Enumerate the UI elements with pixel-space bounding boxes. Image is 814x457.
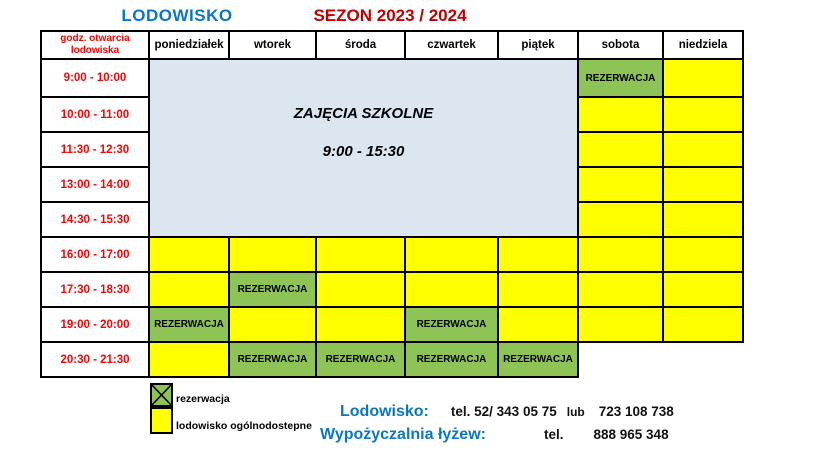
schedule-row <box>41 342 743 377</box>
open-cell <box>663 132 743 167</box>
school-block-title: ZAJĘCIA SZKOLNE <box>293 104 434 122</box>
school-block-cell <box>149 59 578 237</box>
reserved-cell: REZERWACJA <box>229 342 316 377</box>
contact-rental-tel-label: tel. <box>543 427 564 442</box>
time-cell: 14:30 - 15:30 <box>41 202 149 237</box>
day-header: czwartek <box>405 31 498 59</box>
schedule-row <box>41 272 743 307</box>
open-cell <box>498 307 578 342</box>
page-title: LODOWISKO <box>121 6 233 25</box>
open-cell <box>578 237 663 272</box>
time-cell: 11:30 - 12:30 <box>41 132 149 167</box>
open-cell <box>578 167 663 202</box>
reserved-cell: REZERWACJA <box>229 272 316 307</box>
time-cell: 10:00 - 11:00 <box>41 97 149 132</box>
contact-rink-phone2: 723 108 738 <box>598 404 674 419</box>
open-cell <box>149 237 229 272</box>
open-cell <box>229 307 316 342</box>
schedule-head <box>41 31 743 59</box>
open-cell <box>405 272 498 307</box>
open-cell <box>149 342 229 377</box>
school-block-hours: 9:00 - 15:30 <box>322 142 405 160</box>
time-cell: 9:00 - 10:00 <box>41 59 149 97</box>
open-cell <box>405 237 498 272</box>
legend-label-open: lodowisko ogólnodostepne <box>176 420 312 432</box>
open-cell <box>578 132 663 167</box>
empty-cell <box>578 342 663 377</box>
open-cell <box>316 307 405 342</box>
day-header: środa <box>316 31 405 59</box>
open-cell <box>149 272 229 307</box>
reserved-cell: REZERWACJA <box>149 307 229 342</box>
contact-rink-phone1: tel. 52/ 343 05 75 <box>450 404 557 419</box>
schedule-table <box>40 30 744 378</box>
contact-rental <box>320 426 669 444</box>
open-cell <box>316 272 405 307</box>
contact-rink-label: Lodowisko: <box>340 403 429 420</box>
empty-cell <box>663 342 743 377</box>
schedule-row <box>41 59 743 97</box>
day-header: niedziela <box>663 31 743 59</box>
schedule-body <box>41 59 743 377</box>
open-cell <box>663 237 743 272</box>
reserved-cell: REZERWACJA <box>405 307 498 342</box>
reserved-swatch-x-icon <box>150 383 173 407</box>
schedule-row <box>41 237 743 272</box>
open-cell <box>316 237 405 272</box>
open-cell <box>498 237 578 272</box>
open-cell <box>578 202 663 237</box>
time-cell: 16:00 - 17:00 <box>41 237 149 272</box>
open-cell <box>578 307 663 342</box>
legend-label-reserved: rezerwacja <box>176 393 230 405</box>
time-cell: 20:30 - 21:30 <box>41 342 149 377</box>
time-cell: 19:00 - 20:00 <box>41 307 149 342</box>
day-header: wtorek <box>229 31 316 59</box>
open-cell <box>663 307 743 342</box>
open-cell <box>498 272 578 307</box>
open-swatch-icon <box>150 407 173 434</box>
time-cell: 17:30 - 18:30 <box>41 272 149 307</box>
reserved-cell: REZERWACJA <box>405 342 498 377</box>
legend-row-open <box>150 407 312 434</box>
day-header: poniedziałek <box>149 31 229 59</box>
time-cell: 13:00 - 14:00 <box>41 167 149 202</box>
open-cell <box>578 97 663 132</box>
open-cell <box>663 59 743 97</box>
reserved-cell: REZERWACJA <box>316 342 405 377</box>
contact-rink-conjunction: lub <box>566 405 585 419</box>
contact-rink <box>340 403 674 421</box>
contact-rental-label: Wypożyczalnia łyżew: <box>320 426 486 443</box>
corner-header: godz. otwarcia lodowiska <box>41 31 149 59</box>
open-cell <box>663 202 743 237</box>
day-header: piątek <box>498 31 578 59</box>
season-title: SEZON 2023 / 2024 <box>313 6 467 25</box>
open-cell <box>229 237 316 272</box>
open-cell <box>578 272 663 307</box>
schedule-row <box>41 307 743 342</box>
legend <box>150 383 312 434</box>
day-header: sobota <box>578 31 663 59</box>
open-cell <box>663 97 743 132</box>
reserved-cell: REZERWACJA <box>578 59 663 97</box>
legend-row-reserved <box>150 383 312 407</box>
open-cell <box>663 272 743 307</box>
reserved-cell: REZERWACJA <box>498 342 578 377</box>
contact-rental-phone: 888 965 348 <box>593 427 669 442</box>
open-cell <box>663 167 743 202</box>
